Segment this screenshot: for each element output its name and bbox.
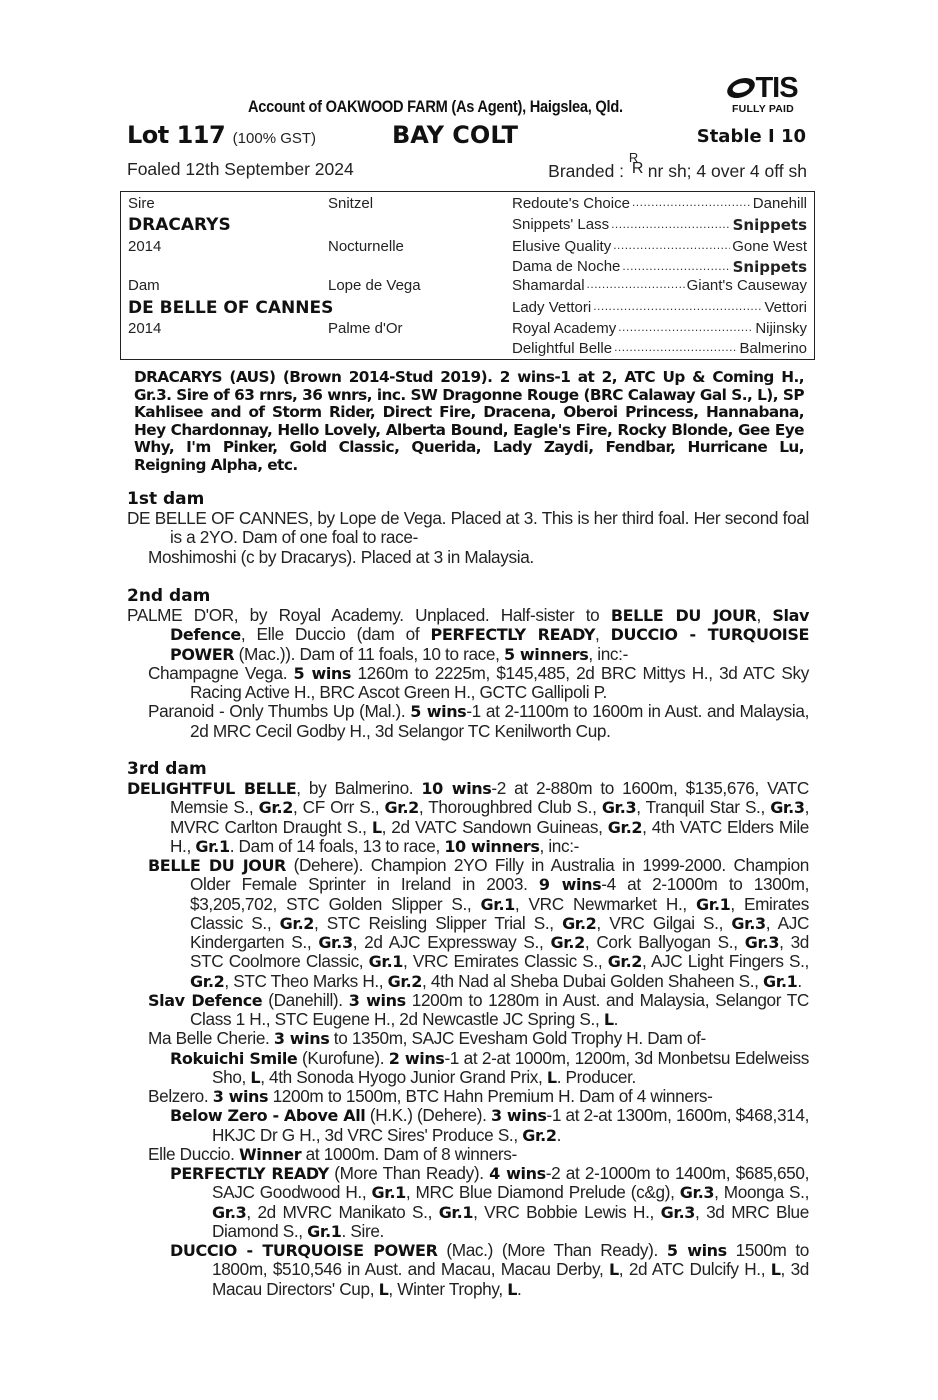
branded-label: Branded : xyxy=(548,161,625,181)
brand-mark-icon: R R xyxy=(628,150,644,177)
otis-fully-paid: FULLY PAID xyxy=(732,103,794,115)
pedigree-entry: Elle Duccio. Winner at 1000m. Dam of 8 winners- xyxy=(148,1143,517,1164)
stable-location: Stable I 10 xyxy=(696,126,806,147)
second-dam-section xyxy=(127,587,809,741)
section-title: 1st dam xyxy=(127,489,205,509)
pedigree-entry: DE BELLE OF CANNES, by Lope de Vega. Placed at 3. This is her third foal. Her second foal is a 2YO. Dam of one foal to race- xyxy=(127,508,809,548)
grandparent-row: Elusive Quality ..... Gone West xyxy=(512,238,807,255)
sire-name: DRACARYS xyxy=(128,215,231,235)
grandparent-row: Lady Vettori ..... Vettori xyxy=(512,299,807,316)
grandparent-row: Dama de Noche ..... Snippets xyxy=(512,258,807,276)
sire-year: 2014 xyxy=(128,238,162,255)
otis-logo-icon xyxy=(728,74,797,102)
otis-o-icon xyxy=(724,78,759,98)
section-entries xyxy=(127,606,809,741)
sire-label: Sire xyxy=(128,195,155,212)
section-title: 3rd dam xyxy=(127,759,207,779)
dam-name: DE BELLE OF CANNES xyxy=(128,298,334,318)
grandparent-row: Delightful Belle ..... Balmerino xyxy=(512,340,807,357)
pedigree-entry: Belzero. 3 wins 1200m to 1500m, BTC Hahn Premium H. Dam of 4 winners- xyxy=(148,1086,713,1106)
pedigree-entry: PALME D'OR, by Royal Academy. Unplaced. Half-sister to BELLE DU JOUR, Slav Defence, Elle Duccio (dam of PERFECTLY READY, DUCCIO - TURQUOISE POWER (Mac.)). Dam of 11 foals, 10 to race, 5 winners, inc:- xyxy=(127,605,809,664)
pedigree-entry: BELLE DU JOUR (Dehere). Champion 2YO Filly in Australia in 1999-2000. Champion Older Female Sprinter in Ireland in 2003. 9 wins-4 at 2-1000m to 1300m, $3,205,702, STC Golden Slipper S., Gr.1, VRC Newmarket H., Gr.1, Emirates Classic S., Gr.2, STC Reisling Slipper Trial S., Gr.2, VRC Gilgai S., Gr.3, AJC Kindergarten S., Gr.3, 2d AJC Expressway S., Gr.2, Cork Ballyogan S., Gr.3, 3d STC Coolmore Classic, Gr.1, VRC Emirates Classic S., Gr.2, AJC Light Fingers S., Gr.2, STC Theo Marks H., Gr.2, 4th Nad al Sheba Dubai Golden Shaheen S., Gr.1. xyxy=(148,855,810,991)
grandparent-row: Shamardal ..... Giant's Causeway xyxy=(512,277,807,294)
section-entries xyxy=(127,509,809,567)
section-title: 2nd dam xyxy=(127,586,211,606)
vendor-account: Account of OAKWOOD FARM (As Agent), Haigslea, Qld. xyxy=(248,97,623,116)
lot-number: Lot 117 xyxy=(127,121,226,149)
branded-text: nr sh; 4 over 4 off sh xyxy=(647,161,807,181)
dam-dam: Palme d'Or xyxy=(328,320,403,337)
pedigree-entry: Champagne Vega. 5 wins 1260m to 2225m, $145,485, 2d BRC Mittys H., 3d ATC Sky Racing Active H., BRC Ascot Green H., GCTC Gallipoli P. xyxy=(148,662,810,702)
otis-brand-text: TIS xyxy=(755,72,798,104)
dam-sire: Lope de Vega xyxy=(328,277,421,294)
pedigree-entry: Slav Defence (Danehill). 3 wins 1200m to 1280m in Aust. and Malaysia, Selangor TC Class 1 H., STC Eugene H., 2d Newcastle JC Spring S., L. xyxy=(148,989,809,1029)
sire-summary: DRACARYS (AUS) (Brown 2014-Stud 2019). 2 wins-1 at 2, ATC Up & Coming H., Gr.3. Sire of 63 rnrs, 36 wnrs, inc. SW Dragonne Rouge (BRC Calaway Gal S., L), SP Kahlisee and of Storm Rider, Direct Fire, Dracena, Oberoi Princess, Hannabana, Hey Chardonnay, Hello Lovely, Alberta Bound, Eagle's Fire, Rocky Blonde, Gee Eye Why, I'm Pinker, Gold Classic, Querida, Lady Zaydi, Fendbar, Hurricane Lu, Reigning Alpha, etc. xyxy=(134,368,804,474)
pedigree-entry: Moshimoshi (c by Dracarys). Placed at 3 in Malaysia. xyxy=(148,546,534,567)
grandparent-row: Royal Academy ..... Nijinsky xyxy=(512,320,807,337)
otis-logo xyxy=(720,74,806,115)
grandparent-row: Snippets' Lass ..... Snippets xyxy=(512,216,807,234)
first-dam-section xyxy=(127,490,809,567)
pedigree-entry: Rokuichi Smile (Kurofune). 2 wins-1 at 2-at 1000m, 1200m, 3d Monbetsu Edelweiss Sho, L, 4th Sonoda Hyogo Junior Grand Prix, L. Producer. xyxy=(170,1047,809,1087)
section-entries xyxy=(127,779,809,1299)
pedigree-entry: DELIGHTFUL BELLE, by Balmerino. 10 wins-2 at 2-880m to 1600m, $135,676, VATC Memsie S., Gr.2, CF Orr S., Gr.2, Thoroughbred Club S., Gr.3, Tranquil Star S., Gr.3, MVRC Carlton Draught S., L, 2d VATC Sandown Guineas, Gr.2, 4th VATC Elders Mile H., Gr.1. Dam of 14 foals, 13 to race, 10 winners, inc:- xyxy=(127,778,810,856)
pedigree-entry: PERFECTLY READY (More Than Ready). 4 wins-2 at 2-1000m to 1400m, $685,650, SAJC Goodwood H., Gr.1, MRC Blue Diamond Prelude (c&g), Gr.3, Moonga S., Gr.3, 2d MVRC Manikato S., Gr.1, VRC Bobbie Lewis H., Gr.3, 3d MRC Blue Diamond S., Gr.1. Sire. xyxy=(170,1163,810,1241)
pedigree-entry: Paranoid - Only Thumbs Up (Mal.). 5 wins-1 at 2-1100m to 1600m in Aust. and Malaysia, 2d MRC Cecil Godby H., 3d Selangor TC Kenilworth Cup. xyxy=(148,701,809,741)
pedigree-entry: Below Zero - Above All (H.K.) (Dehere). 3 wins-1 at 2-at 1300m, 1600m, $468,314, HKJC Dr G H., 3d VRC Sires' Produce S., Gr.2. xyxy=(170,1105,809,1145)
pedigree-table xyxy=(120,191,815,360)
third-dam-section xyxy=(127,760,809,1299)
sire-dam: Nocturnelle xyxy=(328,238,404,255)
dam-year: 2014 xyxy=(128,320,162,337)
pedigree-entry: DUCCIO - TURQUOISE POWER (Mac.) (More Than Ready). 5 wins 1500m to 1800m, $510,546 in Aust. and Macau, Macau Derby, L, 2d ATC Dulcify H., L, 3d Macau Directors' Cup, L, Winter Trophy, L. xyxy=(170,1240,809,1299)
sire-sire: Snitzel xyxy=(328,195,374,212)
grandparent-row: Redoute's Choice ..... Danehill xyxy=(512,195,807,212)
lot-heading xyxy=(127,121,316,149)
pedigree-entry: Ma Belle Cherie. 3 wins to 1350m, SAJC Evesham Gold Trophy H. Dam of- xyxy=(148,1028,706,1049)
horse-description: BAY COLT xyxy=(392,121,519,149)
foaled-date: Foaled 12th September 2024 xyxy=(127,159,354,179)
branded-info xyxy=(548,150,807,182)
dam-label: Dam xyxy=(128,277,160,294)
gst-note: (100% GST) xyxy=(232,130,317,147)
